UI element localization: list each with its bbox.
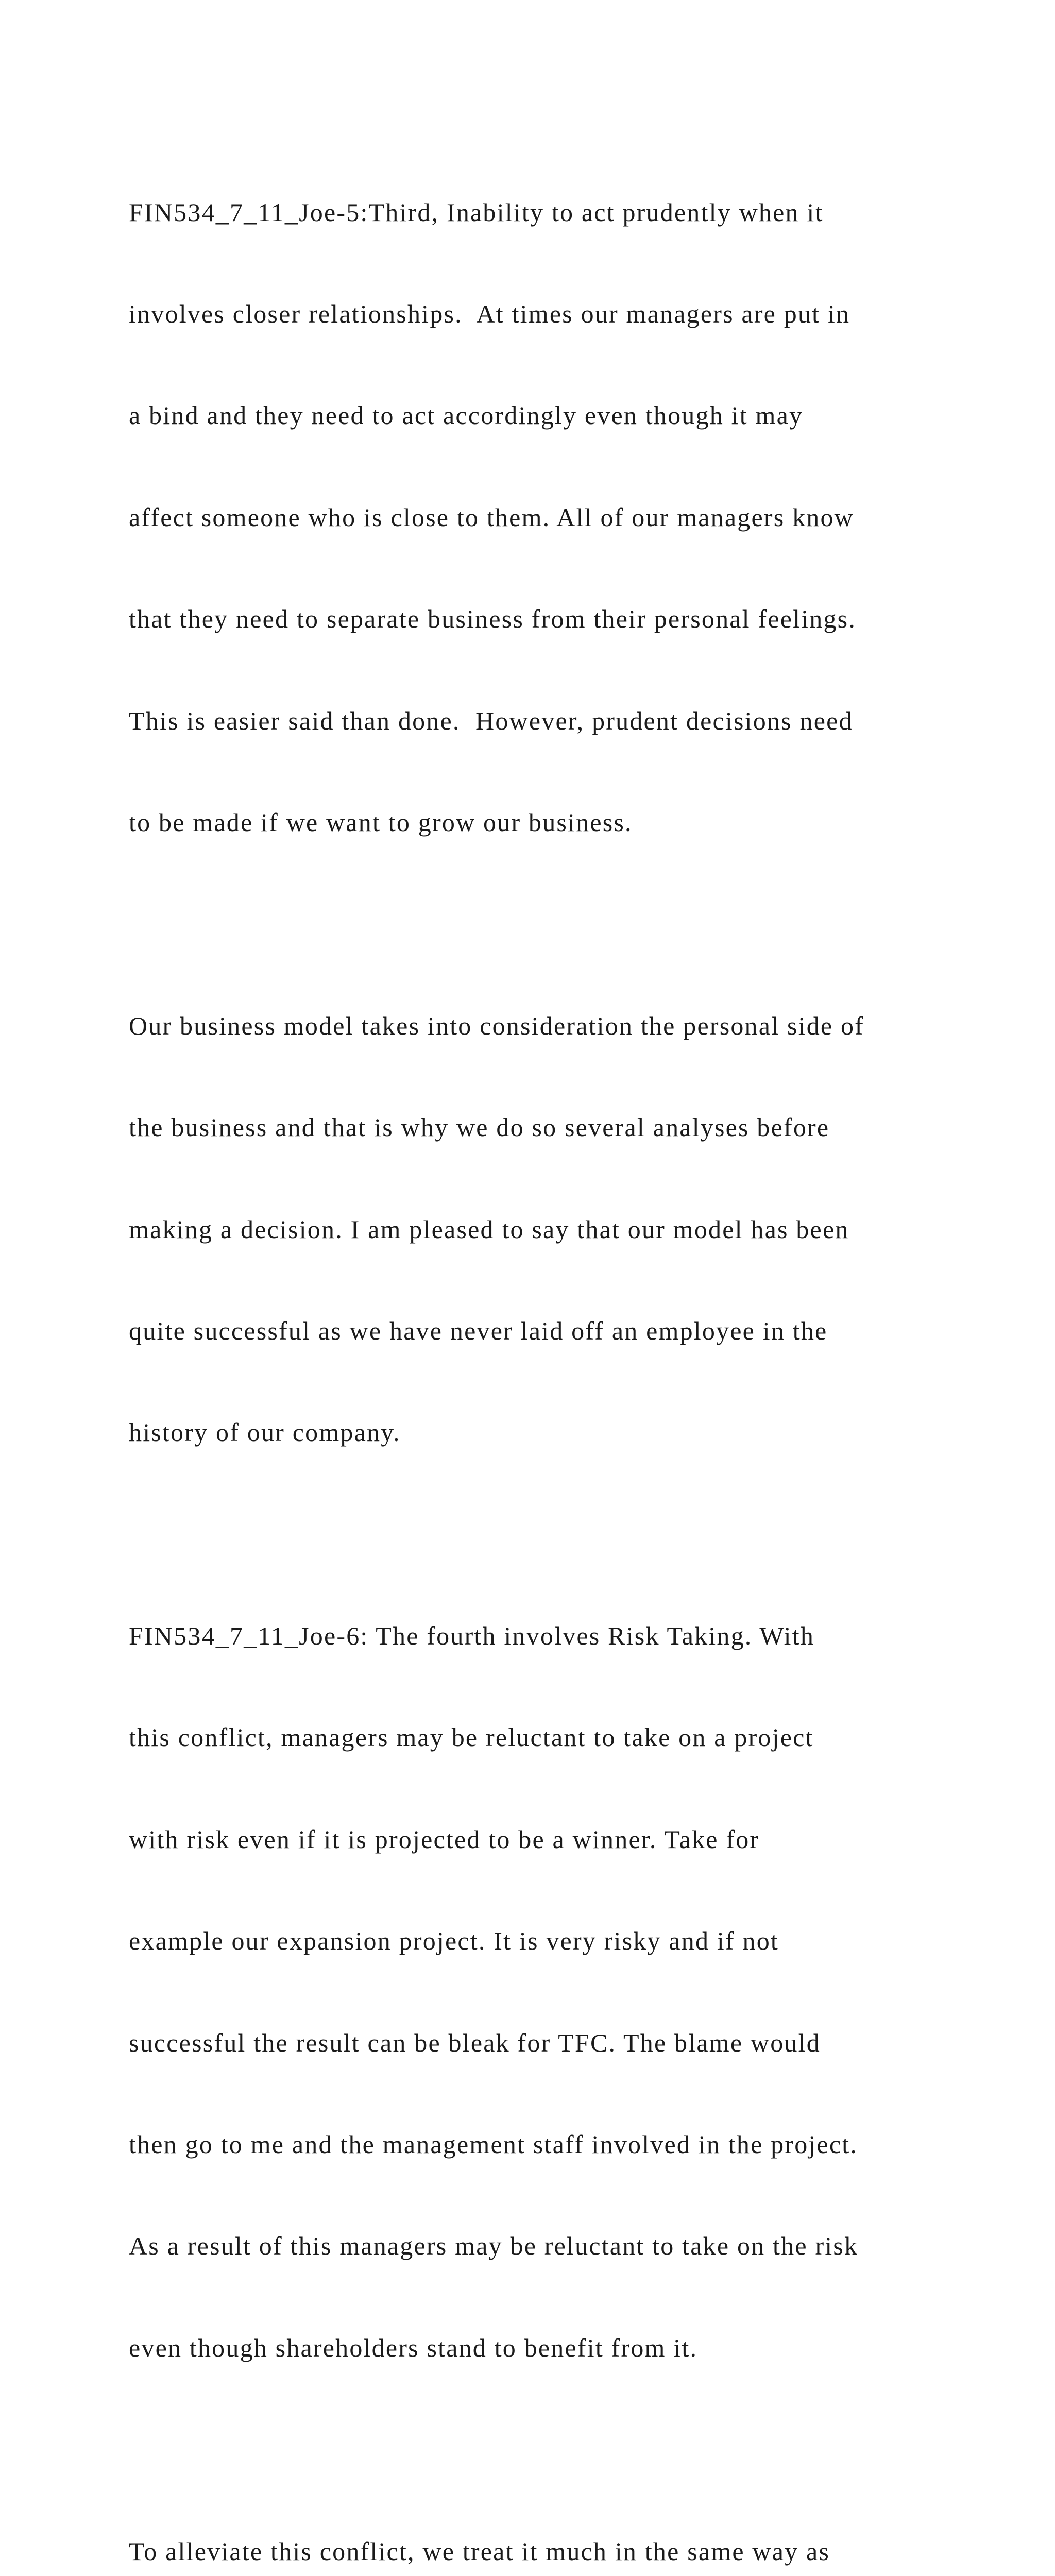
text-line: affect someone who is close to them. All of our managers know	[129, 502, 854, 532]
text-line: FIN534_7_11_Joe-6: The fourth involves Risk Taking. With	[129, 1621, 815, 1651]
text-line: to be made if we want to grow our business.	[129, 807, 633, 837]
text-line: As a result of this managers may be reluctant to take on the risk	[129, 2231, 859, 2261]
text-line: then go to me and the management staff involved in the project.	[129, 2130, 858, 2159]
text-line: successful the result can be bleak for TFC. The blame would	[129, 2028, 821, 2057]
text-line: making a decision. I am pleased to say that our model has been	[129, 1214, 849, 1244]
text-line: the business and that is why we do so several analyses before	[129, 1113, 830, 1142]
text-line: example our expansion project. It is very risky and if not	[129, 1926, 779, 1956]
text-line: quite successful as we have never laid off an employee in the	[129, 1316, 828, 1345]
text-line: history of our company.	[129, 1418, 401, 1447]
text-line: FIN534_7_11_Joe-5:Third, Inability to act prudently when it	[129, 197, 824, 227]
text-line: a bind and they need to act accordingly even though it may	[129, 401, 804, 430]
paragraph-alleviate-conflict	[129, 2467, 974, 2576]
text-line: this conflict, managers may be reluctant to take on a project	[129, 1723, 814, 1752]
text-line: To alleviate this conflict, we treat it much in the same way as	[129, 2536, 830, 2566]
paragraph-joe-6	[129, 1551, 974, 2433]
paragraph-business-model	[129, 941, 974, 1518]
document-body	[129, 128, 974, 2576]
paragraph-joe-5	[129, 128, 974, 907]
text-line: This is easier said than done. However, prudent decisions need	[129, 706, 853, 735]
text-line: involves closer relationships. At times our managers are put in	[129, 299, 850, 328]
text-line: that they need to separate business from their personal feelings.	[129, 604, 857, 634]
text-line: Our business model takes into consideration the personal side of	[129, 1011, 865, 1040]
text-line: with risk even if it is projected to be a winner. Take for	[129, 1824, 760, 1854]
text-line: even though shareholders stand to benefit from it.	[129, 2333, 698, 2362]
